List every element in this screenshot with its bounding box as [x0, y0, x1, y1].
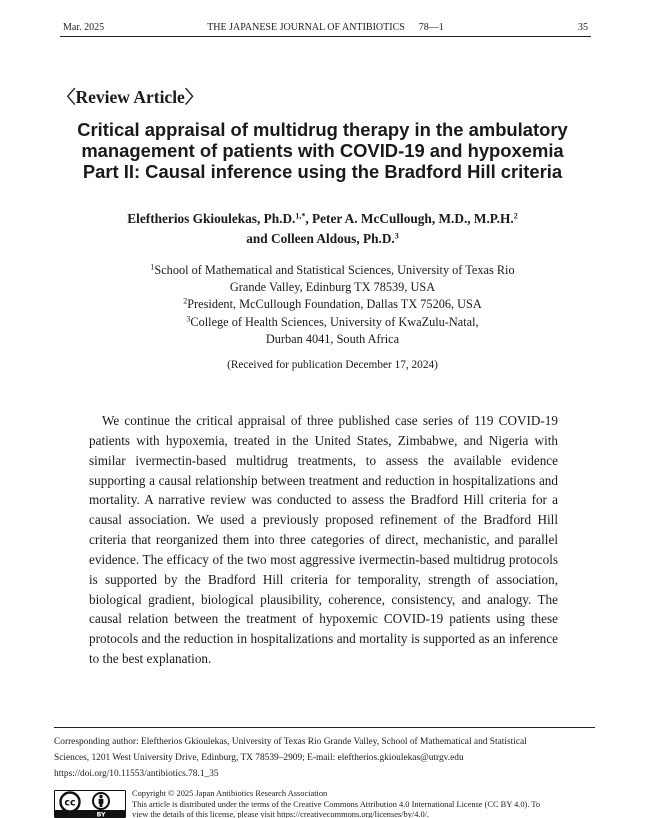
- footnote: [54, 727, 595, 782]
- license-text: [132, 789, 605, 818]
- affiliation-number: 3: [186, 314, 191, 324]
- by-badge-label: BY: [96, 811, 106, 818]
- affiliation: [60, 314, 605, 331]
- abstract: We continue the critical appraisal of three published case series of 119 COVID-19 patients with hypoxemia, treated in the United States, Zimbabwe, and Nigeria with similar ivermectin-based multidrug treatments, to assess the available evidence supporting a causal relationship between treatment and reduction in hospitalizations and mortality. A narrative review was conducted to assess the Bradford Hill criteria for a causal association. We used a previously proposed refinement of the Bradford Hill criteria that reorganized them into three categories of direct, mechanistic, and parallel evidence. The efficacy of the two most aggressive ivermectin-based multidrug protocols is supported by the Bradford Hill criteria for temporality, strength of association, biological gradient, biological plausibility, coherence, consistency, and analogy. The causal relation between the treatment of hypoxemic COVID-19 patients using these protocols and the reduction in hospitalizations and mortality is supported as an inference to the best explanation.: [89, 413, 558, 667]
- affiliation-number: 2: [183, 296, 188, 306]
- author-separator: ,: [305, 211, 313, 226]
- license-block: [54, 788, 605, 818]
- license-statement: This article is distributed under the terms of the Creative Commons Attribution 4.0 International License (CC BY 4.0). To: [132, 799, 541, 809]
- title-line: Part II: Causal inference using the Bradford Hill criteria: [82, 161, 563, 182]
- author-line: [40, 229, 605, 249]
- header-page-number: 35: [578, 22, 588, 33]
- header-journal: THE JAPANESE JOURNAL OF ANTIBIOTICS: [207, 22, 405, 33]
- author-list: [40, 209, 605, 249]
- affiliation-continuation: Grande Valley, Edinburg TX 78539, USA: [229, 280, 436, 295]
- copyright-notice: Copyright © 2025 Japan Antibiotics Research Association: [132, 789, 328, 798]
- author-affiliation-marker: 3: [394, 231, 399, 241]
- running-header: [60, 20, 591, 37]
- affiliation-text: President, McCullough Foundation, Dallas TX 75206, USA: [187, 297, 482, 312]
- cc-by-license-icon: [54, 790, 126, 818]
- affiliation-continuation: Durban 4041, South Africa: [265, 331, 400, 346]
- cc-badge-label: cc: [64, 797, 76, 809]
- affiliation-list: [60, 262, 605, 348]
- affiliation: [60, 262, 605, 279]
- license-url-statement: view the details of this license, please visit https://creativecommons.org/licenses/by/4.0/.: [132, 810, 430, 818]
- title-line: Critical appraisal of multidrug therapy in the ambulatory: [77, 119, 568, 140]
- affiliation-number: 1: [150, 262, 155, 272]
- author-name: Peter A. McCullough, M.D., M.P.H.: [312, 211, 514, 226]
- header-journal-info: [60, 22, 591, 33]
- corresponding-address: Sciences, 1201 West University Drive, Edinburg, TX 78539–2909; E-mail: eleftherios.gkioulekas@utrgv.edu: [54, 753, 464, 763]
- header-issue: 78—1: [418, 22, 444, 33]
- affiliation: [60, 296, 605, 313]
- doi-link[interactable]: https://doi.org/10.11553/antibiotics.78.1_35: [54, 769, 219, 779]
- received-date: (Received for publication December 17, 2024): [227, 359, 438, 371]
- article-type: 〈Review Article〉: [58, 87, 203, 107]
- corresponding-author: Corresponding author: Eleftherios Gkioulekas, University of Texas Rio Grande Valley, School of Mathematical and Statistical: [54, 737, 527, 747]
- author-affiliation-marker: 1,*: [295, 211, 306, 221]
- author-affiliation-marker: 2: [513, 211, 518, 221]
- article-title: [40, 119, 605, 182]
- author-name: and Colleen Aldous, Ph.D.: [246, 231, 395, 246]
- author-name: Eleftherios Gkioulekas, Ph.D.: [127, 211, 296, 226]
- title-line: management of patients with COVID-19 and hypoxemia: [81, 140, 564, 161]
- header-date: Mar. 2025: [63, 22, 105, 33]
- affiliation-text: College of Health Sciences, University of KwaZulu-Natal,: [190, 314, 479, 329]
- author-line: [40, 209, 605, 229]
- affiliation-text: School of Mathematical and Statistical Sciences, University of Texas Rio: [154, 263, 515, 277]
